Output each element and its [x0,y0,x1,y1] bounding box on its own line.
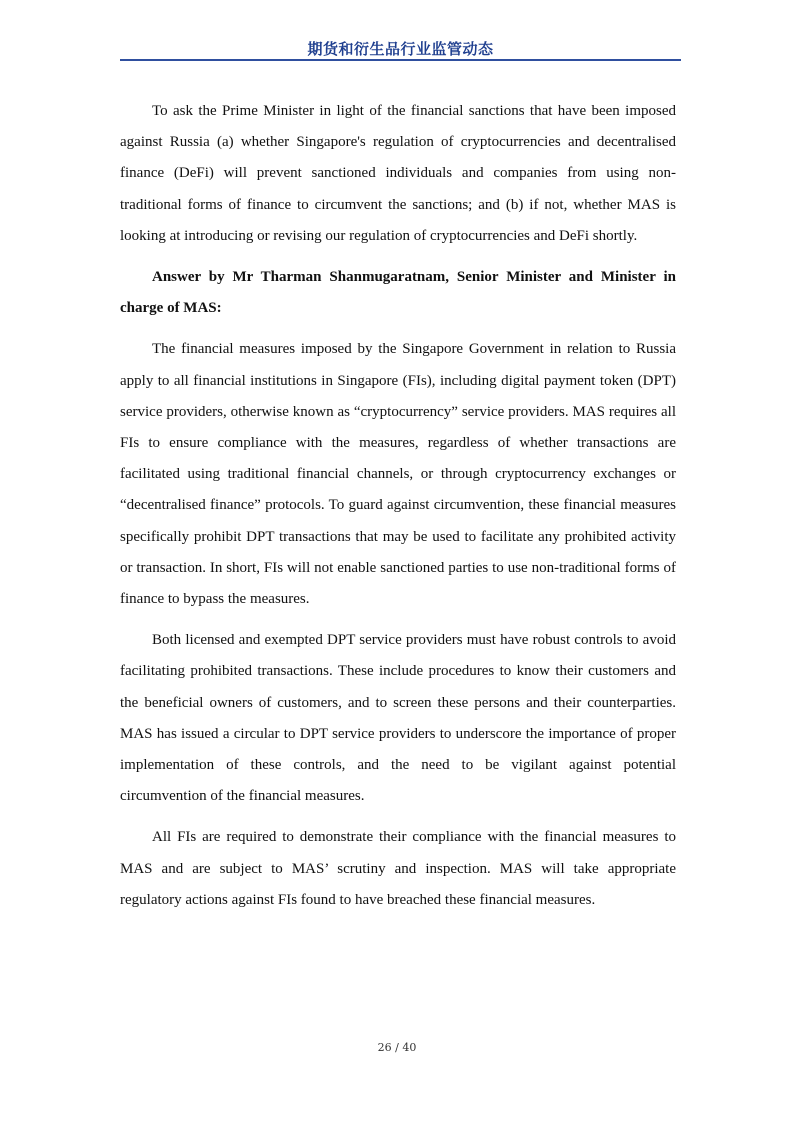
answer-paragraph-2: Both licensed and exempted DPT service providers must have robust controls to avoid facilitating prohibited transactions. These include procedures to know their customers and the beneficial owners of customers, and to screen these persons and their counterparties. MAS has issued a circular to DPT service providers to underscore the importance of proper implementation of these controls, and the need to be vigilant against potential circumvention of the financial measures. [120,632,676,805]
page-number: 26 / 40 [377,1041,417,1054]
answer-paragraph-1: The financial measures imposed by the Singapore Government in relation to Russia apply to all financial institutions in Singapore (FIs), including digital payment token (DPT) service providers, otherwise known as “cryptocurrency” service providers. MAS requires all FIs to ensure compliance with the measures, regardless of whether transactions are facilitated using traditional financial channels, or through cryptocurrency exchanges or “decentralised finance” protocols. To guard against circumvention, these financial measures specifically prohibit DPT transactions that may be used to facilitate any prohibited activity or transaction. In short, FIs will not enable sanctioned parties to use non-traditional forms of finance to bypass the measures. [120,341,676,608]
header-divider [120,59,681,61]
running-header-title: 期货和衍生品行业监管动态 [307,40,494,58]
question-paragraph: To ask the Prime Minister in light of the financial sanctions that have been imposed against Russia (a) whether Singapore's regulation of cryptocurrencies and decentralised finance (DeFi) will prevent sanctioned individuals and companies from using non-traditional forms of finance to circumvent the sanctions; and (b) if not, whether MAS is looking at introducing or revising our regulation of cryptocurrencies and DeFi shortly. [120,103,676,244]
answer-heading: Answer by Mr Tharman Shanmugaratnam, Senior Minister and Minister in charge of MAS: [120,269,676,317]
document-body [120,96,676,926]
answer-paragraph-3: All FIs are required to demonstrate their compliance with the financial measures to MAS and are subject to MAS’ scrutiny and inspection. MAS will take appropriate regulatory actions against FIs found to have breached these financial measures. [120,829,676,908]
